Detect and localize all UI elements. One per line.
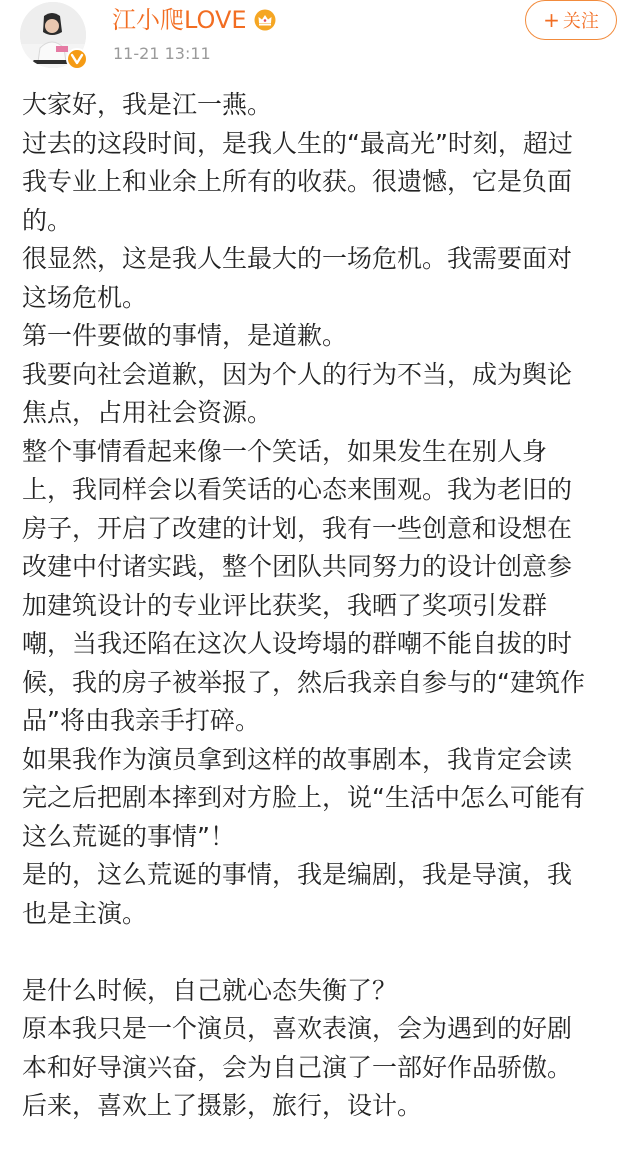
post-line: 本和好导演兴奋，会为自己演了一部好作品骄傲。: [22, 1052, 573, 1082]
post-line: 加建筑设计的专业评比获奖，我晒了奖项引发群: [22, 590, 548, 620]
username-link[interactable]: 江小爬LOVE: [112, 6, 247, 34]
post-line: 是什么时候，自己就心态失衡了？: [22, 975, 398, 1005]
post-line: 这么荒诞的事情”！: [22, 821, 235, 851]
username-row: [112, 4, 277, 36]
post-line: 原本我只是一个演员，喜欢表演，会为遇到的好剧: [22, 1014, 573, 1043]
post-line: 过去的这段时间，是我人生的“最高光”时刻，超过: [22, 128, 573, 158]
post-line: 改建中付诸实践，整个团队共同努力的设计创意参: [22, 552, 573, 581]
post-line: 第一件要做的事情，是道歉。: [22, 321, 348, 350]
post-line: 候，我的房子被举报了，然后我亲自参与的“建筑作: [22, 667, 585, 697]
crown-icon: [253, 9, 277, 31]
post-line: 如果我作为演员拿到这样的故事剧本，我肯定会读: [22, 744, 573, 774]
post-line: 也是主演。: [22, 898, 148, 928]
post-timestamp: 11-21 13:11: [113, 44, 211, 63]
blank-line: [22, 933, 626, 972]
plus-icon: +: [543, 8, 560, 32]
post-line: 焦点，占用社会资源。: [22, 398, 273, 427]
post-line: 是的，这么荒诞的事情，我是编剧，我是导演，我: [22, 860, 573, 889]
post-body: [22, 86, 626, 1126]
verified-badge-icon: [66, 48, 88, 70]
post-line: 上，我同样会以看笑话的心态来围观。我为老旧的: [22, 475, 573, 504]
post-line: 完之后把剧本摔到对方脸上，说“生活中怎么可能有: [22, 783, 585, 812]
post-line: 我专业上和业余上所有的收获。很遗憾，它是负面: [22, 167, 573, 196]
post-line: 我要向社会道歉，因为个人的行为不当，成为舆论: [22, 359, 573, 389]
post-line: 整个事情看起来像一个笑话，如果发生在别人身: [22, 436, 548, 466]
post-line: 嘲，当我还陷在这次人设垮塌的群嘲不能自拔的时: [22, 629, 573, 658]
post-header: [0, 0, 640, 82]
follow-label: 关注: [562, 11, 599, 32]
post-line: 品”将由我亲手打碎。: [22, 706, 260, 735]
follow-button[interactable]: [525, 0, 617, 40]
post-line: 这场危机。: [22, 282, 148, 312]
post-line: 的。: [22, 205, 73, 235]
post-line: 后来，喜欢上了摄影，旅行，设计。: [22, 1091, 423, 1120]
post-line: 大家好，我是江一燕。: [22, 90, 273, 119]
post-line: 很显然，这是我人生最大的一场危机。我需要面对: [22, 244, 573, 273]
post-line: 房子，开启了改建的计划，我有一些创意和设想在: [22, 513, 573, 543]
